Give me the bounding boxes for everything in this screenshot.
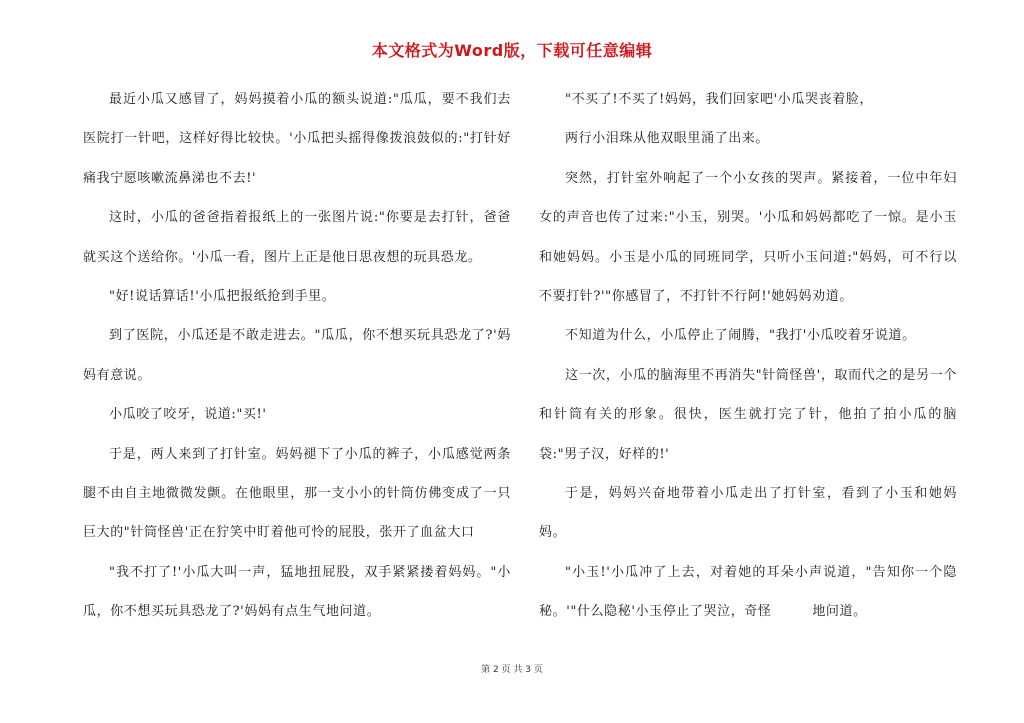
paragraph: "我不打了!'小瓜大叫一声，猛地扭屁股，双手紧紧搂着妈妈。"小瓜，你不想买玩具恐龙了?'妈妈有点生气地问道。	[83, 564, 511, 620]
paragraph: 突然，打针室外响起了一个小女孩的哭声。紧接着，一位中年妇女的声音也传了过来:"小玉，别哭。'小瓜和妈妈都吃了一惊。是小玉和她妈妈。小玉是小瓜的同班同学，只听小玉问道:"妈妈，可不行以不要打针?'"你感冒了，不打针不行阿!'她妈妈劝道。	[539, 170, 957, 305]
paragraph: 最近小瓜又感冒了，妈妈摸着小瓜的额头说道:"瓜瓜，要不我们去医院打一针吧，这样好得比较快。'小瓜把头摇得像拨浪鼓似的:"打针好痛我宁愿咳嗽流鼻涕也不去!'	[83, 92, 511, 186]
paragraph: 这一次，小瓜的脑海里不再消失"针筒怪兽'，取而代之的是另一个和针筒有关的形象。很快，医生就打完了针，他拍了拍小瓜的脑袋:"男子汉，好样的!'	[539, 367, 957, 462]
paragraph: 于是，两人来到了打针室。妈妈褪下了小瓜的裤子，小瓜感觉两条腿不由自主地微微发颤。在他眼里，那一支小小的针筒仿佛变成了一只巨大的"针筒怪兽'正在狞笑中盯着他可怜的屁股，张开了血盆大口	[83, 446, 511, 541]
paragraph: 小瓜咬了咬牙，说道:"买!'	[109, 407, 267, 423]
left-text-column	[83, 80, 511, 632]
paragraph: 于是，妈妈兴奋地带着小瓜走出了打针室，看到了小玉和她妈妈。	[539, 486, 957, 541]
page-header-title: 本文格式为Word版，下载可任意编辑	[371, 41, 653, 60]
paragraph: "好!说话算话!'小瓜把报纸抢到手里。	[109, 289, 336, 305]
paragraph: 两行小泪珠从他双眼里涌了出来。	[565, 131, 770, 147]
paragraph: 不知道为什么，小瓜停止了闹腾，"我打'小瓜咬着牙说道。	[565, 328, 916, 344]
page-number: 第 2 页 共 3 页	[481, 665, 543, 675]
paragraph: 这时，小瓜的爸爸指着报纸上的一张图片说:"你要是去打针，爸爸就买这个送给你。'小瓜一看，图片上正是他日思夜想的玩具恐龙。	[83, 210, 511, 265]
paragraph: "不买了!不买了!妈妈，我们回家吧'小瓜哭丧着脸，	[565, 92, 874, 107]
paragraph: "小玉!'小瓜冲了上去，对着她的耳朵小声说道，"告知你一个隐秘。'"什么隐秘'小玉停止了哭泣，奇怪 地问道。	[539, 564, 957, 620]
paragraph: 到了医院，小瓜还是不敢走进去。"瓜瓜，你不想买玩具恐龙了?'妈妈有意说。	[83, 328, 511, 383]
right-text-column	[539, 80, 957, 632]
